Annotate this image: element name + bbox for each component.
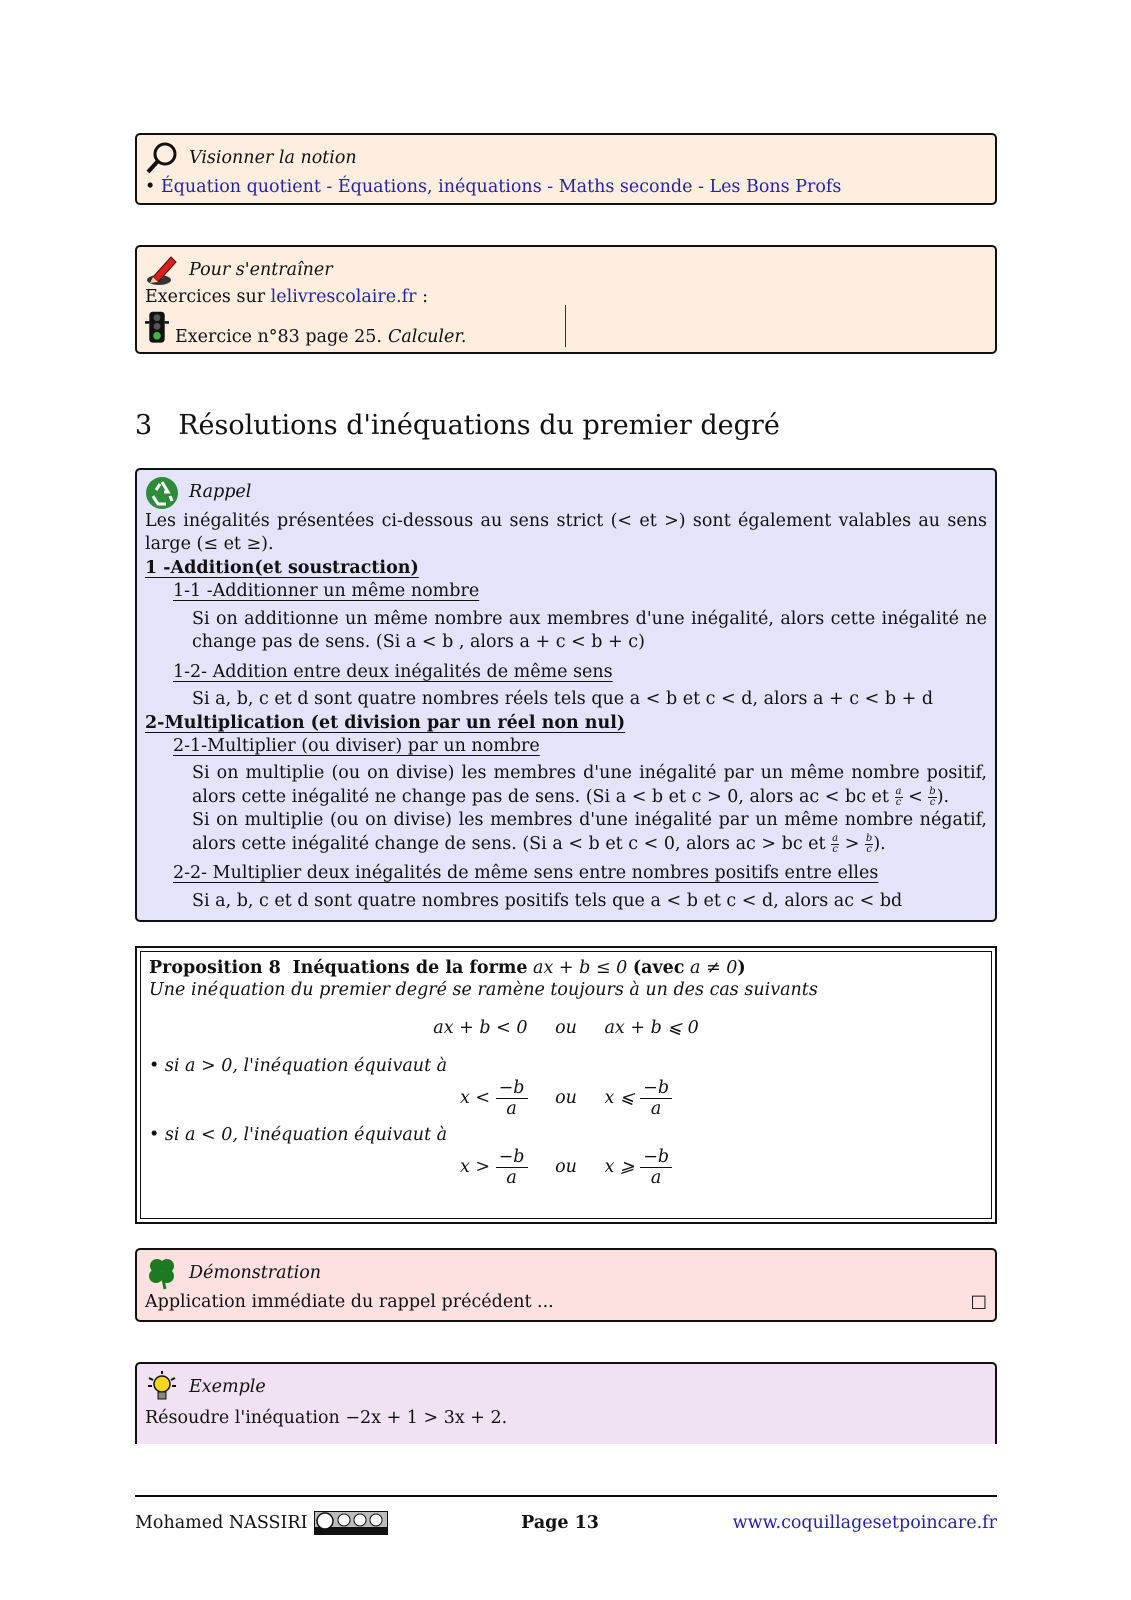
fraction-minus-b-over-a: $\frac{-b}{a}$ <box>640 1147 672 1188</box>
footer-site-link[interactable]: www.coquillagesetpoincare.fr <box>732 1513 997 1533</box>
bullet: • <box>145 177 161 197</box>
traffic-light-icon <box>145 309 169 347</box>
proposition-heading: Inéquations de la forme <box>292 958 528 978</box>
example-title: Exemple <box>189 1377 266 1397</box>
proposition-subtitle: Une inéquation du premier degré se ramène toujours à un des cas suivants <box>149 980 818 1000</box>
heading-1-2: 1-2- Addition entre deux inégalités de même sens <box>173 661 613 682</box>
example-text: Résoudre l'inéquation −2x + 1 > 3x + 2. <box>145 1408 508 1428</box>
fraction-b-over-c: $\frac{b}{c}$ <box>929 785 936 808</box>
proposition-cond-math: a ≠ 0 <box>690 958 738 978</box>
equation-left: ax + b < 0 <box>433 1018 528 1038</box>
fraction-minus-b-over-a: $\frac{-b}{a}$ <box>640 1078 672 1119</box>
colon: : <box>422 287 428 307</box>
bullet: • <box>149 1125 165 1146</box>
section-title: Résolutions d'inéquations du premier degré <box>178 410 780 441</box>
paragraph-2-2: Si a, b, c et d sont quatre nombres positifs tels que a < b et c < d, alors ac < bd <box>192 890 903 911</box>
result-2 <box>149 1147 983 1188</box>
fraction-a-over-c: $\frac{a}{c}$ <box>832 832 839 855</box>
demo-box <box>135 1248 997 1322</box>
main-equation <box>149 1018 983 1038</box>
creative-commons-badge-icon <box>314 1511 388 1535</box>
result-2-right: x ⩾ <box>604 1157 635 1178</box>
proposition-cond-pre: (avec <box>632 958 685 978</box>
proposition-title <box>149 958 983 978</box>
equation-right: ax + b ⩽ 0 <box>604 1018 699 1038</box>
bullet: • <box>149 1056 165 1076</box>
demo-header <box>145 1256 987 1290</box>
lightbulb-icon <box>145 1370 179 1404</box>
result-1-left: x < <box>459 1088 491 1109</box>
section-number: 3 <box>135 410 153 441</box>
proposition-label: Proposition 8 <box>149 958 281 978</box>
practice-box-header <box>145 253 987 287</box>
ou-text: ou <box>555 1088 577 1109</box>
video-box <box>135 133 997 205</box>
heading-addition: 1 -Addition(et soustraction) <box>145 557 419 578</box>
rappel-box <box>135 468 997 922</box>
practice-box <box>135 245 997 354</box>
proposition-box <box>135 946 997 1224</box>
fraction-minus-b-over-a: $\frac{-b}{a}$ <box>496 1078 528 1119</box>
video-box-header <box>145 141 987 175</box>
case-1-text: si a > 0, l'inéquation équivaut à <box>164 1056 448 1076</box>
heading-2-2: 2-2- Multiplier deux inégalités de même sens entre nombres positifs entre elles <box>173 863 879 884</box>
exercise-text: Exercice n°83 page 25. <box>175 327 382 347</box>
paragraph-2-1a: Si on multiplie (ou on divise) les membres d'une inégalité par un même nombre positif, alors cette inégalité ne change pas de sens. (Si a < b et c > 0, alors ac < bc et <box>192 763 987 807</box>
heading-2-1: 2-1-Multiplier (ou diviser) par un nombre <box>173 735 540 756</box>
qed-square: □ <box>970 1292 987 1312</box>
video-link[interactable]: Équation quotient - Équations, inéquations - Maths seconde - Les Bons Profs <box>160 177 842 197</box>
proposition-cond-post: ) <box>737 958 746 978</box>
proposition-heading-math: ax + b ≤ 0 <box>533 958 628 978</box>
exercises-intro: Exercices sur <box>145 287 266 307</box>
footer-author: Mohamed NASSIRI <box>135 1513 308 1533</box>
rappel-intro: Les inégalités présentées ci-dessous au sens strict (< et >) sont également valables au sens large (≤ et ≥). <box>145 511 987 555</box>
ou-text: ou <box>555 1018 577 1038</box>
rappel-title: Rappel <box>189 482 252 503</box>
case-2-text: si a < 0, l'inéquation équivaut à <box>164 1125 448 1146</box>
result-1 <box>149 1078 983 1119</box>
practice-box-title: Pour s'entraîner <box>189 260 333 280</box>
exercise-task: Calculer. <box>387 327 467 347</box>
paragraph-1-1: Si on additionne un même nombre aux membres d'une inégalité, alors cette inégalité ne change pas de sens. (Si a < b , alors a + c < b + c) <box>192 608 987 653</box>
demo-title: Démonstration <box>189 1263 322 1283</box>
fraction-a-over-c: $\frac{a}{c}$ <box>895 785 902 808</box>
section-heading <box>135 410 780 441</box>
paragraph-1-2: Si a, b, c et d sont quatre nombres réels tels que a < b et c < d, alors a + c < b + d <box>192 689 934 710</box>
pencil-icon <box>145 253 179 287</box>
result-1-right: x ⩽ <box>604 1088 635 1109</box>
clover-icon <box>145 1256 179 1290</box>
recycle-icon <box>145 476 179 510</box>
case-2 <box>149 1125 983 1145</box>
lelivrescolaire-link[interactable]: lelivrescolaire.fr <box>270 287 417 307</box>
heading-1-1: 1-1 -Additionner un même nombre <box>173 581 480 602</box>
fraction-b-over-c: $\frac{b}{c}$ <box>865 832 873 855</box>
example-header <box>145 1370 987 1404</box>
fraction-minus-b-over-a: $\frac{-b}{a}$ <box>496 1147 528 1188</box>
rappel-header <box>145 476 987 510</box>
case-1 <box>149 1056 983 1076</box>
video-box-title: Visionner la notion <box>189 148 357 168</box>
divider <box>565 305 566 347</box>
result-2-left: x > <box>459 1157 491 1178</box>
example-box <box>135 1362 997 1444</box>
ou-text: ou <box>555 1157 577 1178</box>
heading-multiplication: 2-Multiplication (et division par un réel non nul) <box>145 712 626 733</box>
page-footer <box>135 1495 997 1535</box>
demo-text: Application immédiate du rappel précédent ... <box>145 1292 554 1312</box>
footer-page: Page 13 <box>521 1513 599 1533</box>
magnifier-icon <box>145 141 179 175</box>
paragraph-2-1: Si on multiplie (ou on divise) les membres d'une inégalité par un même nombre positif, alors cette inégalité ne change pas de sens. (Si a < b et c > 0, alors ac < bc et $\frac{a}{c}$ < $\frac{b}{c}$ ). Si on multiplie (ou on divise) les membres d'une inégalité par un même nombre négatif, alors cette inégalité change de sens. (Si a < b et c < 0, alors ac > bc et $\frac{a}{c}$ > $\frac{b}{c}$ ). <box>192 763 987 855</box>
paragraph-2-1b: Si on multiplie (ou on divise) les membres d'une inégalité par un même nombre négatif, alors cette inégalité change de sens. (Si a < b et c < 0, alors ac > bc et <box>192 810 987 854</box>
